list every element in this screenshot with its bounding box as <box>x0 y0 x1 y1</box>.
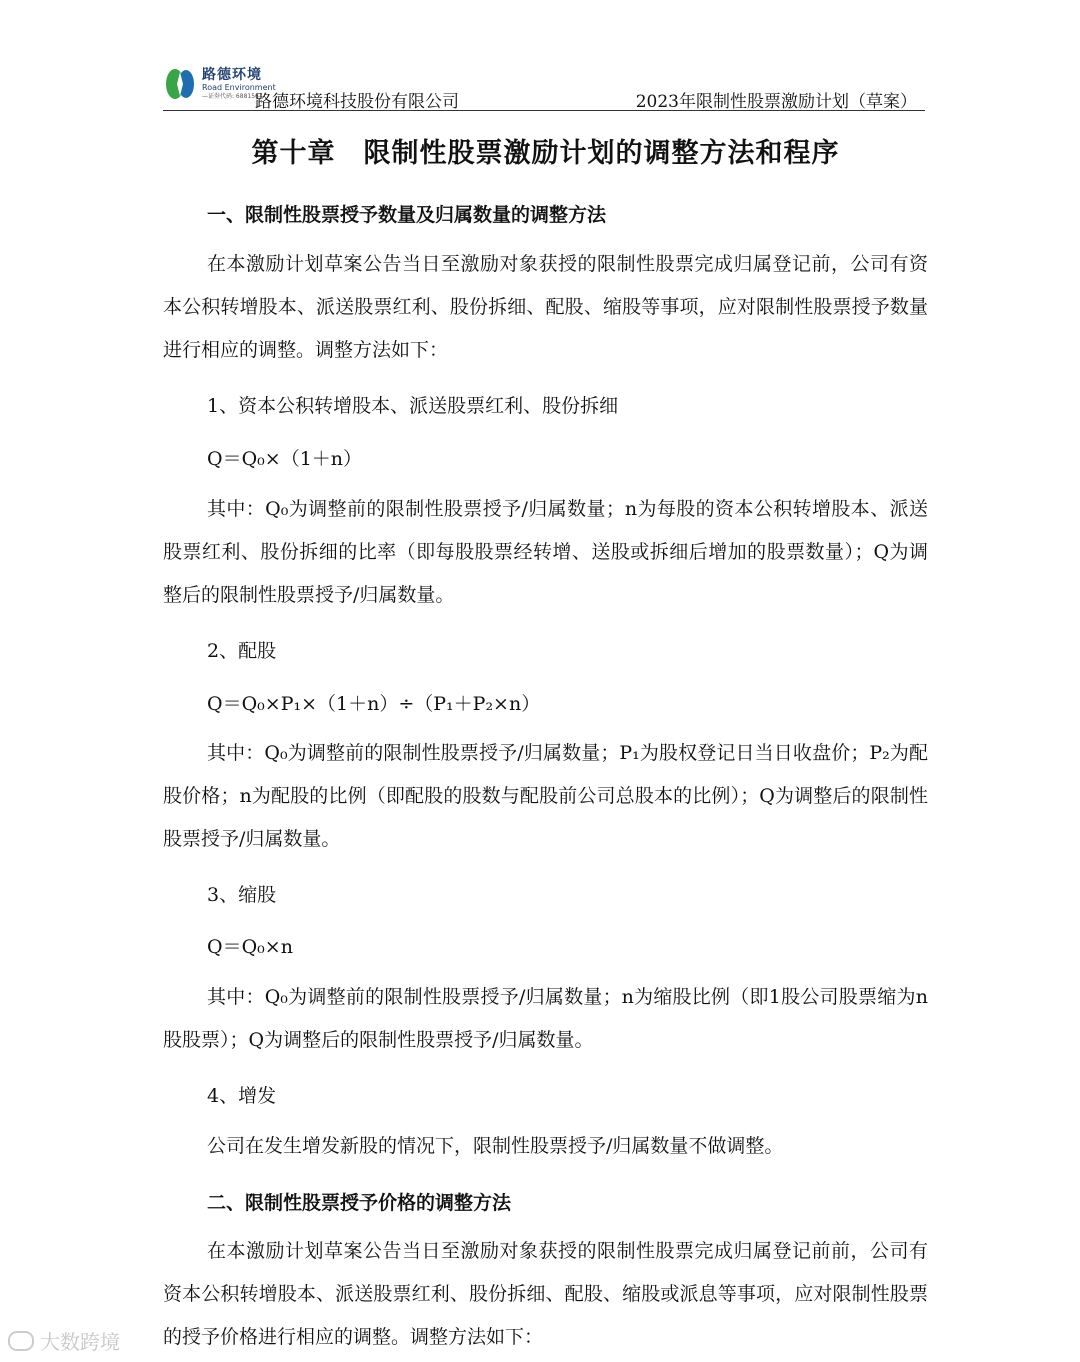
section1-title: 一、限制性股票授予数量及归属数量的调整方法 <box>207 204 607 226</box>
item1-formula: Q＝Q₀×（1＋n） <box>207 448 363 470</box>
item1-title: 1、资本公积转增股本、派送股票红利、股份拆细 <box>207 395 619 417</box>
section1-intro <box>163 243 928 372</box>
item3-desc-text: 其中：Q₀为调整前的限制性股票授予/归属数量；n为缩股比例（即1股公司股票缩为n股股票）；Q为调整后的限制性股票授予/归属数量。 <box>163 986 928 1051</box>
item3-title: 3、缩股 <box>207 884 277 906</box>
watermark-text: 大数跨境 <box>40 1330 120 1354</box>
section2-title: 二、限制性股票授予价格的调整方法 <box>207 1192 512 1214</box>
logo-cn: 路德环境 <box>202 67 262 83</box>
company-name: 路德环境科技股份有限公司 <box>255 92 459 112</box>
item2-formula: Q＝Q₀×P₁×（1＋n）÷（P₁＋P₂×n） <box>207 693 541 715</box>
watermark <box>8 1326 120 1355</box>
item2-desc-text: 其中：Q₀为调整前的限制性股票授予/归属数量；P₁为股权登记日当日收盘价；P₂为配股价格；n为配股的比例（即配股的股数与配股前公司总股本的比例）；Q为调整后的限制性股票授予/归属数量。 <box>163 742 928 850</box>
item2-title: 2、配股 <box>207 640 277 662</box>
section2-intro-text: 在本激励计划草案公告当日至激励对象获授的限制性股票完成归属登记前前，公司有资本公积转增股本、派送股票红利、股份拆细、配股、缩股或派息等事项，应对限制性股票的授予价格进行相应的调整。调整方法如下： <box>163 1240 928 1348</box>
page-header <box>163 62 925 111</box>
item1-desc <box>163 488 928 617</box>
item1-desc-text: 其中：Q₀为调整前的限制性股票授予/归属数量；n为每股的资本公积转增股本、派送股票红利、股份拆细的比率（即每股股票经转增、送股或拆细后增加的股票数量）；Q为调整后的限制性股票授予/归属数量。 <box>163 498 928 606</box>
chapter-title: 第十章 限制性股票激励计划的调整方法和程序 <box>251 138 840 169</box>
logo-code: —证券代码: 688156— <box>202 93 265 100</box>
section1-intro-text: 在本激励计划草案公告当日至激励对象获授的限制性股票完成归属登记前，公司有资本公积转增股本、派送股票红利、股份拆细、配股、缩股等事项，应对限制性股票授予数量进行相应的调整。调整方法如下： <box>163 253 928 361</box>
company-logo-icon <box>163 66 199 102</box>
item3-formula: Q＝Q₀×n <box>207 936 293 958</box>
section2-intro <box>163 1230 928 1359</box>
plan-title: 2023年限制性股票激励计划（草案） <box>635 92 917 112</box>
item2-desc <box>163 732 928 861</box>
item4-desc <box>163 1125 928 1168</box>
item4-title: 4、增发 <box>207 1085 277 1107</box>
item4-desc-text: 公司在发生增发新股的情况下，限制性股票授予/归属数量不做调整。 <box>207 1135 784 1157</box>
watermark-logo-icon <box>8 1331 34 1351</box>
logo-en: Road Environment <box>202 83 276 92</box>
item3-desc <box>163 976 928 1062</box>
